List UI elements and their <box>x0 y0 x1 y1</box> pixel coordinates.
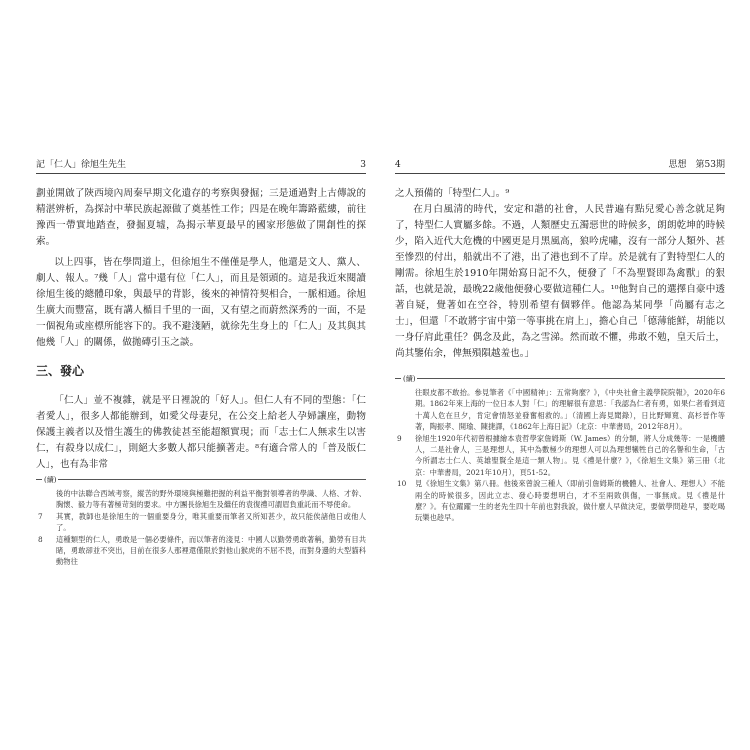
footnote-number <box>36 488 56 511</box>
footnote-7 <box>36 511 366 534</box>
footnote-number: 7 <box>38 511 43 521</box>
footnote-text: 見《徐旭生文集》第八冊。他後來曾說三種人（即前引詹姆斯的機體人、社會人、理想人）不能兩全的時候很多，因此立志、發心時要想明白，才不至兩敗俱傷，一事無成。見《禮是什麼？》。有位躍躍一生的老先生四十年前也對我說，做什麼人早做決定，要做學問趁早，要吃喝玩樂也趁早。 <box>415 479 725 523</box>
left-running-header <box>36 158 366 172</box>
right-notes-label: (續) <box>403 375 416 383</box>
footnote-text: 徐旭生1920年代初曾根據繪本袁哲學家詹姆斯（W. James）的分類，將人分成幾等：一是機體人，二是社會人，三是理想人，其中為數極少的理想人可以為理想犧牲自己的名譽和生命，「古今所謂志士仁人、英雄聖賢全是這一類人物」。見《禮是什麼？》，《徐旭生文集》第三冊（北京：中華書局，2021年10月），頁51-52。 <box>415 433 725 477</box>
footnote-continued <box>36 488 366 511</box>
left-notes-label: (續) <box>44 476 57 484</box>
left-page-number: 3 <box>360 160 366 170</box>
right-paragraph-2: 在月白風清的時代，安定和諧的社會，人民普遍有點兒愛心善念就足夠了，特型仁人實屬多餘。不過，人類歷史五濁惡世的時候多，朗朗乾坤的時候少，陷入近代大危機的中國更是月黑風高，狼吟虎嘯，沒有一部分人類外、甚至慘烈的付出，船就出不了港，出了港也到不了岸。於是就有了對特型仁人的剛需。徐旭生於1910年開始寫日記不久，便發了「不為聖賢即為禽獸」的狠話，也就是說，最晚22歲他便發心要做這種仁人。¹⁰他對自己的選擇自豪中透著自疑，覺著如在空谷，特別希望有個夥伴。他認為某同學「尚屬有志之士」，但還「不敢將宇宙中第一等事挑在肩上」，擔心自己「德薄能鮮，胡能以一身仔肩此重任？偶念及此，為之雪涕。然而敢不懼，弗敢不勉，皇天后土，尚其鑒佑余，俾無殞隕越羞也。」 <box>395 204 725 359</box>
left-notes-divider <box>36 476 366 488</box>
left-paragraph-2: 以上四事，皆在學問道上，但徐旭生不僅僅是學人，他還是文人、黨人、劇人、報人。⁷幾「人」當中還有位「仁人」，而且是領頭的。這是我近來閱讀徐旭生後的總體印象，與最早的背影，後來的神情符契相合，一脈相通。徐旭生廣大而豐富，既有講人楯目千里的一面，又有望之而蔚然深秀的一面，不是一個視角或座標所能容下的。我不避淺陋，就徐先生身上的「仁人」及其與其他幾「人」的關係，做拋磚引玉之談。 <box>36 257 366 348</box>
right-page <box>395 158 725 558</box>
left-page-body <box>36 186 366 568</box>
left-header-title: 記「仁人」徐旭生先生 <box>36 160 127 170</box>
right-notes-divider <box>395 375 725 387</box>
footnote-9 <box>395 433 725 479</box>
footnote-text: 後的中法聯合西域考察，縱苦的野外環境與極難把握的利益平衡對領導者的學識、人格、才幹、胸懷、毅力等有著極苛刻的要求。中方團長徐旭生及繼任的袁復禮可謂眉負重託而不辱使命。 <box>56 489 366 510</box>
right-paragraph-1: 之人預備的「特型仁人」。⁹ <box>395 188 510 199</box>
footnote-10 <box>395 478 725 524</box>
footnote-text: 其實，教師也是徐旭生的一個重要身分，唯其重要而筆者又所知甚少，故只能俟諸他日或他人了。 <box>56 511 366 533</box>
footnote-8 <box>36 534 366 568</box>
right-page-body <box>395 186 725 524</box>
footnote-number: 10 <box>397 479 407 489</box>
right-footnotes <box>395 387 725 524</box>
section-heading: 三、發心 <box>36 364 85 378</box>
left-header-rule <box>36 173 366 174</box>
right-page-number: 4 <box>395 160 401 170</box>
right-header-title: 思想 第53期 <box>668 160 725 170</box>
footnote-number: 9 <box>397 433 402 443</box>
right-header-rule <box>395 173 725 174</box>
left-paragraph-1: 劃並開啟了陝西境內周秦早期文化遺存的考察與發掘；三是通過對上古傳說的精湛辨析，為探討中華民族起源做了奠基性工作；四是在晚年籌路藍縷，前往豫西一帶實地踏查，發掘夏墟，為揭示華夏最早的國家形態做了開創性的探索。 <box>36 188 366 247</box>
footnote-text: 往眼皮都不敢抬。參見筆者《「中國精神」：五常夠麼？》，《中央社會主義學院院報》，2020年6期。1862年來上海的一位日本人對「仁」的理解很有意思：「我認為仁者有勇，如果仁者看到這十萬人危在旦夕，肯定會情怒並發奮相救的。」（清國上海見聞錄），日比野輝寬、高杉晉作等著，陶振孝、開瑜、陳捷譯，《1862年上海日記》（北京：中華書局，2012年8月）。 <box>415 388 725 432</box>
left-paragraph-3: 「仁人」並不複雜，就是平日裡說的「好人」。但仁人有不同的型態：「仁者愛人」，很多人都能辦到，如愛父母妻兒，在公交上給老人孕婦讓座，動物保護主義者以及惜生護生的佛教徒甚至能超額實現；而「志士仁人無求生以害仁，有殺身以成仁」，則絕大多數人都只能擴著走。⁸有適合常人的「普及版仁人」，也有為非常 <box>36 395 366 470</box>
left-footnotes <box>36 488 366 568</box>
right-running-header <box>395 158 725 172</box>
footnote-number <box>395 387 415 433</box>
left-page <box>36 158 366 567</box>
footnote-number: 8 <box>38 534 43 544</box>
footnote-text: 這種類型的仁人，勇敢是一個必要條件，而以筆者的淺見：中國人以勤勞勇敢著稱，勤勞有目共睹，勇敢卻並不突出，目前在很多人那裡還僅限於對他山猴虎的不屈不畏，而對身邊的大型貓科動物往 <box>56 534 366 567</box>
footnote-continued <box>395 387 725 433</box>
